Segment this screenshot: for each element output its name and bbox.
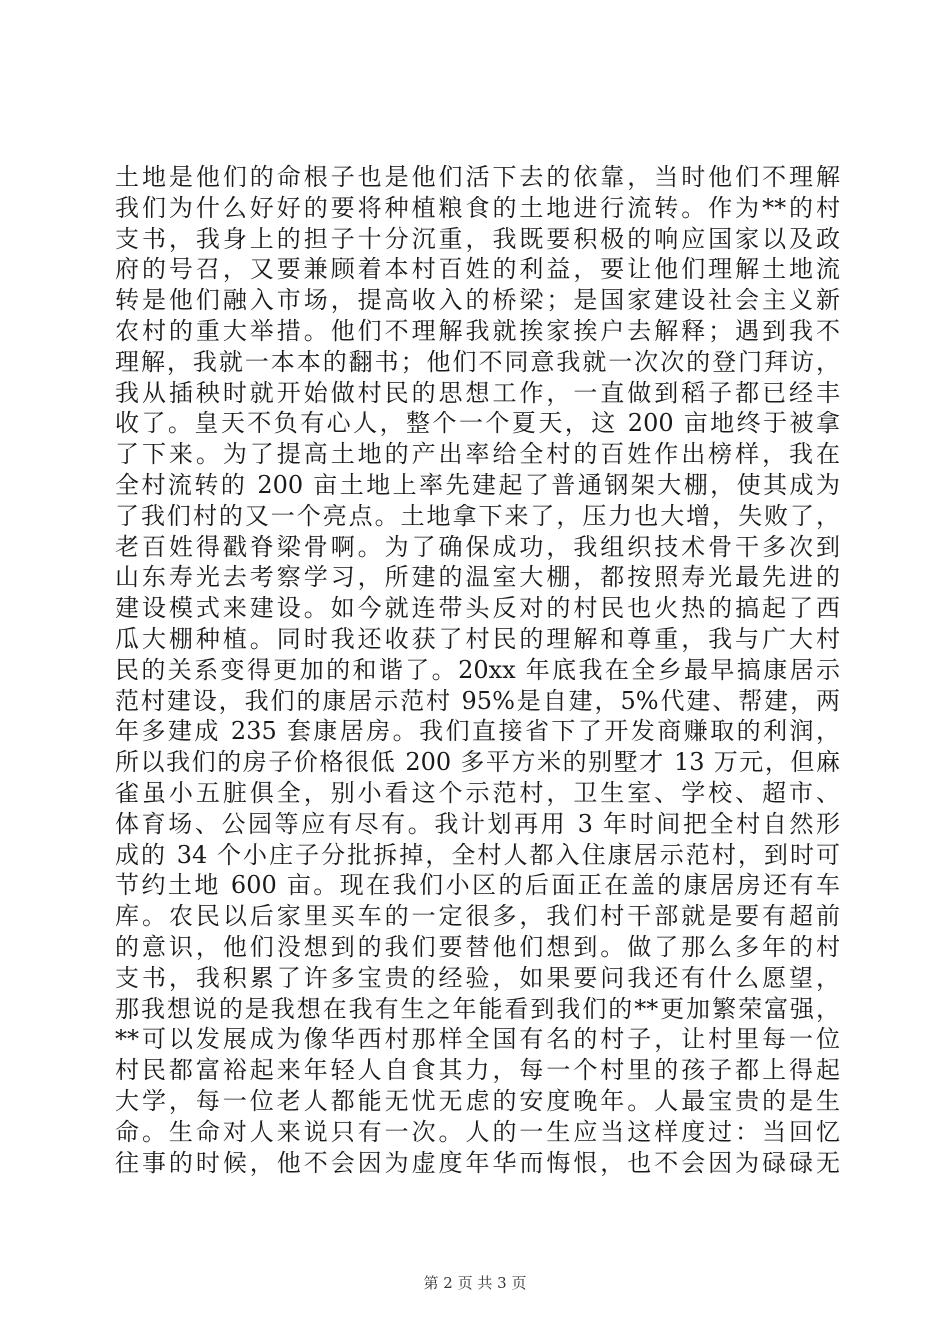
text-line: 命。生命对人来说只有一次。人的一生应当这样度过：当回忆 <box>115 1117 840 1146</box>
text-line: 所以我们的房子价格很低 200 多平方米的别墅才 13 万元，但麻 <box>115 748 840 777</box>
text-line: 了我们村的又一个亮点。土地拿下来了，压力也大增，失败了， <box>115 501 840 530</box>
text-line: 支书，我身上的担子十分沉重，我既要积极的响应国家以及政 <box>115 224 840 253</box>
text-line: 建设模式来建设。如今就连带头反对的村民也火热的搞起了西 <box>115 594 840 623</box>
text-line: 理解，我就一本本的翻书；他们不同意我就一次次的登门拜访， <box>115 347 840 376</box>
text-line: 农村的重大举措。他们不理解我就挨家挨户去解释；遇到我不 <box>115 316 840 345</box>
text-line: 转是他们融入市场，提高收入的桥梁；是国家建设社会主义新 <box>115 286 840 315</box>
text-line: 的意识，他们没想到的我们要替他们想到。做了那么多年的村 <box>115 932 840 961</box>
text-line: 府的号召，又要兼顾着本村百姓的利益，要让他们理解土地流 <box>115 255 840 284</box>
text-line: 成的 34 个小庄子分批拆掉，全村人都入住康居示范村，到时可 <box>115 840 840 869</box>
text-line: 那我想说的是我想在我有生之年能看到我们的**更加繁荣富强， <box>115 994 840 1023</box>
text-line: 老百姓得戳脊梁骨啊。为了确保成功，我组织技术骨干多次到 <box>115 532 840 561</box>
text-line: 我从插秧时就开始做村民的思想工作，一直做到稻子都已经丰 <box>115 378 840 407</box>
text-line: 了下来。为了提高土地的产出率给全村的百姓作出榜样，我在 <box>115 440 840 469</box>
text-line: **可以发展成为像华西村那样全国有名的村子，让村里每一位 <box>115 1025 840 1054</box>
text-line: 节约土地 600 亩。现在我们小区的后面正在盖的康居房还有车 <box>115 871 840 900</box>
text-line: 年多建成 235 套康居房。我们直接省下了开发商赚取的利润， <box>115 717 840 746</box>
text-line: 体育场、公园等应有尽有。我计划再用 3 年时间把全村自然形 <box>115 809 840 838</box>
text-line: 我们为什么好好的要将种植粮食的土地进行流转。作为**的村 <box>115 193 840 222</box>
body-paragraph <box>115 162 840 1178</box>
text-line: 支书，我积累了许多宝贵的经验，如果要问我还有什么愿望， <box>115 963 840 992</box>
text-line: 土地是他们的命根子也是他们活下去的依靠，当时他们不理解 <box>115 163 840 191</box>
text-line: 民的关系变得更加的和谐了。20xx 年底我在全乡最早搞康居示 <box>115 655 840 684</box>
text-line: 村民都富裕起来年轻人自食其力，每一个村里的孩子都上得起 <box>115 1056 840 1085</box>
text-line: 山东寿光去考察学习，所建的温室大棚，都按照寿光最先进的 <box>115 563 840 592</box>
page-number-footer: 第 2 页 共 3 页 <box>423 1274 527 1292</box>
text-line: 范村建设，我们的康居示范村 95%是自建，5%代建、帮建，两 <box>115 686 840 715</box>
text-line: 全村流转的 200 亩土地上率先建起了普通钢架大棚，使其成为 <box>115 470 840 499</box>
text-line: 雀虽小五脏俱全，别小看这个示范村，卫生室、学校、超市、 <box>115 778 840 807</box>
text-line: 库。农民以后家里买车的一定很多，我们村干部就是要有超前 <box>115 902 840 931</box>
text-line: 瓜大棚种植。同时我还收获了村民的理解和尊重，我与广大村 <box>115 624 840 653</box>
text-line: 大学，每一位老人都能无忧无虑的安度晚年。人最宝贵的是生 <box>115 1086 840 1115</box>
text-line: 收了。皇天不负有心人，整个一个夏天，这 200 亩地终于被拿 <box>115 409 840 438</box>
text-line: 往事的时候，他不会因为虚度年华而悔恨，也不会因为碌碌无 <box>115 1148 840 1177</box>
